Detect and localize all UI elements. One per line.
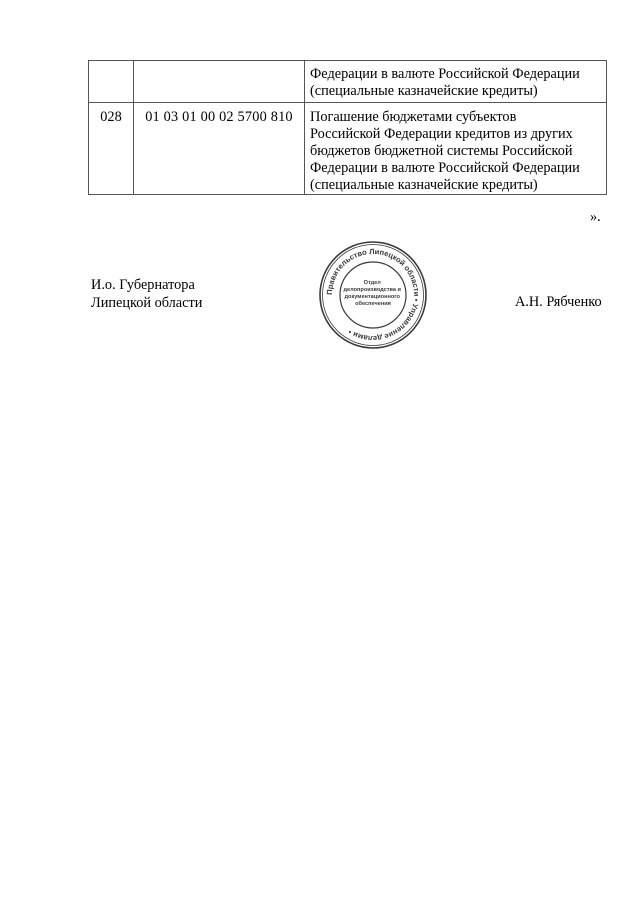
signer-position-line: И.о. Губернатора [91,277,195,293]
name-line: Российской Федерации кредитов из других [310,126,573,142]
name-cell [305,103,607,195]
name-line: Погашение бюджетами субъектов [310,109,517,125]
table-row [89,61,607,103]
table-row [89,103,607,195]
signer-position-line: Липецкой области [91,295,203,311]
name-line: Федерации в валюте Российской Федерации [310,66,580,82]
name-cell [305,61,607,103]
name-line: (специальные казначейские кредиты) [310,177,538,193]
code-cell: 028 [89,103,134,195]
kbk-cell: 01 03 01 00 02 5700 810 [134,103,305,195]
name-line: Федерации в валюте Российской Федерации [310,160,580,176]
seal-outer-text: Правительство Липецкой области • Управление делами • [324,246,422,344]
kbk-cell [134,61,305,103]
name-line: (специальные казначейские кредиты) [310,83,538,99]
official-seal-stamp [318,240,428,350]
code-cell [89,61,134,103]
signer-name: А.Н. Рябченко [515,294,602,310]
signer-position [91,276,202,312]
budget-table [88,60,607,195]
seal-inner-text: Отдел делопроизводства и документационного обеспечения [343,280,401,307]
name-line: бюджетов бюджетной системы Российской [310,143,573,159]
closing-quote-mark: ». [590,209,601,225]
